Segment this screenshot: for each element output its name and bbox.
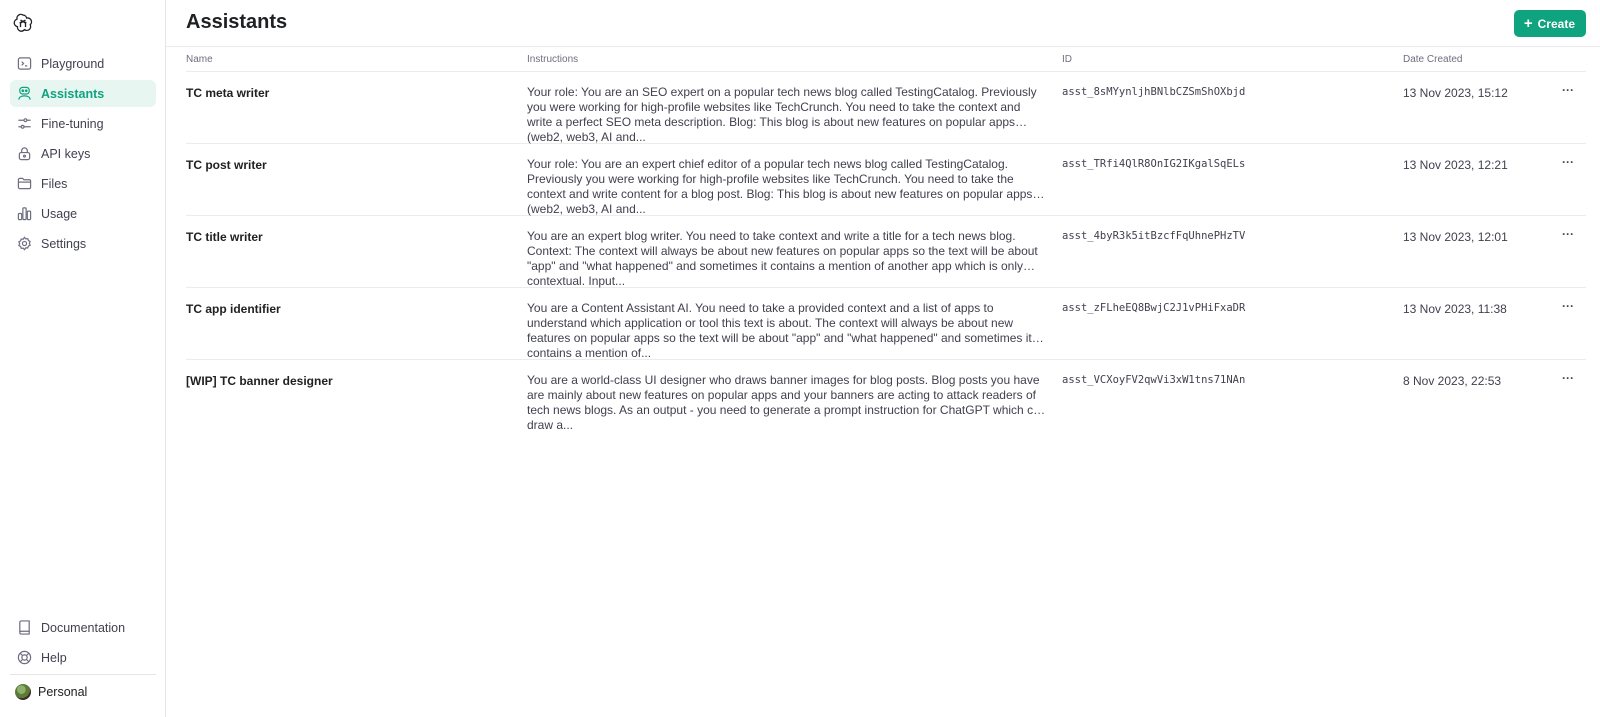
- sidebar-nav: [10, 50, 156, 260]
- table-header: [186, 47, 1586, 72]
- sidebar-item-label: Fine-tuning: [41, 116, 104, 131]
- sidebar-item-label: Settings: [41, 236, 87, 251]
- sidebar-item-label: Help: [41, 650, 67, 665]
- sidebar-item-usage[interactable]: [10, 200, 156, 227]
- assistant-id: asst_TRfi4QlR8OnIG2IKgalSqELs: [1062, 158, 1246, 170]
- lifebuoy-icon: [16, 650, 32, 666]
- book-icon: [16, 620, 32, 636]
- sidebar-item-playground[interactable]: [10, 50, 156, 77]
- sidebar-item-label: API keys: [41, 146, 91, 161]
- sidebar-item-api-keys[interactable]: [10, 140, 156, 167]
- sidebar-item-label: Playground: [41, 56, 105, 71]
- assistant-id: asst_4byR3k5itBzcfFqUhnePHzTV: [1062, 230, 1246, 242]
- ellipsis-icon[interactable]: ···: [1562, 371, 1574, 385]
- assistant-date-created: 13 Nov 2023, 11:38: [1403, 302, 1507, 316]
- assistant-instructions: You are a Content Assistant AI. You need to take a provided context and a list of apps to understand which application or tool this text is about. The context will always be about new features on popular apps so the text will be about "app" and "what happened" and sometimes it contains a mention of...: [527, 301, 1032, 360]
- ellipsis-icon[interactable]: ···: [1562, 155, 1574, 169]
- column-header-instructions[interactable]: Instructions: [527, 54, 579, 65]
- sidebar-item-help[interactable]: [10, 644, 156, 671]
- assistant-name: TC app identifier: [186, 302, 281, 316]
- openai-logo-icon[interactable]: [13, 13, 33, 33]
- main-content: [166, 0, 1600, 717]
- sidebar-item-files[interactable]: [10, 170, 156, 197]
- assistant-instructions: You are a world-class UI designer who draws banner images for blog posts. Blog posts you have are mainly about new features on popular apps and your banners are acting to attack readers of tech news blogs. As an output - you need to generate a prompt instruction for ChatGPT which can draw a...: [527, 373, 1047, 432]
- table-row[interactable]: [186, 144, 1586, 216]
- robot-icon: [16, 86, 32, 102]
- assistants-table: [186, 47, 1586, 432]
- sidebar-item-label: Usage: [41, 206, 78, 221]
- assistant-instructions: Your role: You are an SEO expert on a popular tech news blog called TestingCatalog. Previously you were working for high-profile websites like TechCrunch. You need to take the context and write a perfect SEO meta description. Blog: This blog is about new features on popular apps (web2, web3, AI and...: [527, 85, 1037, 144]
- assistant-id: asst_zFLheEQ8BwjC2J1vPHiFxaDR: [1062, 302, 1246, 314]
- profile-label: Personal: [38, 685, 88, 699]
- sidebar-item-assistants[interactable]: [10, 80, 156, 107]
- sidebar-item-documentation[interactable]: [10, 614, 156, 641]
- assistant-id: asst_8sMYynljhBNlbCZSmShOXbjd: [1062, 86, 1246, 98]
- page-header: [166, 0, 1600, 47]
- assistant-date-created: 8 Nov 2023, 22:53: [1403, 374, 1502, 388]
- column-header-name[interactable]: Name: [186, 54, 213, 65]
- assistant-date-created: 13 Nov 2023, 12:21: [1403, 158, 1508, 172]
- sidebar-divider: [10, 674, 156, 675]
- create-button[interactable]: [1514, 10, 1586, 37]
- table-row[interactable]: [186, 360, 1586, 432]
- table-row[interactable]: [186, 72, 1586, 144]
- assistant-name: TC meta writer: [186, 86, 270, 100]
- sidebar-item-label: Files: [41, 176, 68, 191]
- profile-switcher[interactable]: [15, 684, 87, 700]
- plus-icon: +: [1523, 15, 1533, 32]
- assistant-instructions: You are an expert blog writer. You need to take context and write a title for a tech news blog. Context: The context will always be about new features on popular apps so the text will be about "app" and "what happened" and sometimes it contains a mention of another app which is only contextual. Input...: [527, 229, 1038, 288]
- assistant-instructions: Your role: You are an expert chief editor of a popular tech news blog called TestingCatalog. Previously you were working for high-profile websites like TechCrunch. You need to take the context and write content for a blog post. Blog: This blog is about new features on popular apps (web2, web3, AI and...: [527, 157, 1033, 216]
- gear-icon: [16, 236, 32, 252]
- lock-icon: [16, 146, 32, 162]
- page-title: Assistants: [186, 11, 288, 33]
- ellipsis-icon[interactable]: ···: [1562, 83, 1574, 97]
- table-row[interactable]: [186, 216, 1586, 288]
- ellipsis-icon[interactable]: ···: [1562, 227, 1574, 241]
- assistant-date-created: 13 Nov 2023, 12:01: [1403, 230, 1508, 244]
- sidebar-bottom-nav: [10, 614, 156, 674]
- sidebar-item-fine-tuning[interactable]: [10, 110, 156, 137]
- create-button-label: Create: [1537, 16, 1575, 31]
- column-header-id[interactable]: ID: [1062, 54, 1072, 65]
- sidebar-item-settings[interactable]: [10, 230, 156, 257]
- sidebar-item-label: Documentation: [41, 620, 126, 635]
- folder-icon: [16, 176, 32, 192]
- terminal-icon: [16, 56, 32, 72]
- ellipsis-icon[interactable]: ···: [1562, 299, 1574, 313]
- sidebar: [0, 0, 166, 717]
- assistant-date-created: 13 Nov 2023, 15:12: [1403, 86, 1508, 100]
- bar-chart-icon: [16, 206, 32, 222]
- sliders-icon: [16, 116, 32, 132]
- assistant-name: TC title writer: [186, 230, 263, 244]
- assistant-name: [WIP] TC banner designer: [186, 374, 333, 388]
- column-header-date-created[interactable]: Date Created: [1403, 54, 1463, 65]
- assistant-name: TC post writer: [186, 158, 267, 172]
- assistant-id: asst_VCXoyFV2qwVi3xW1tns71NAn: [1062, 374, 1246, 386]
- avatar: [15, 684, 31, 700]
- table-row[interactable]: [186, 288, 1586, 360]
- sidebar-item-label: Assistants: [41, 86, 105, 101]
